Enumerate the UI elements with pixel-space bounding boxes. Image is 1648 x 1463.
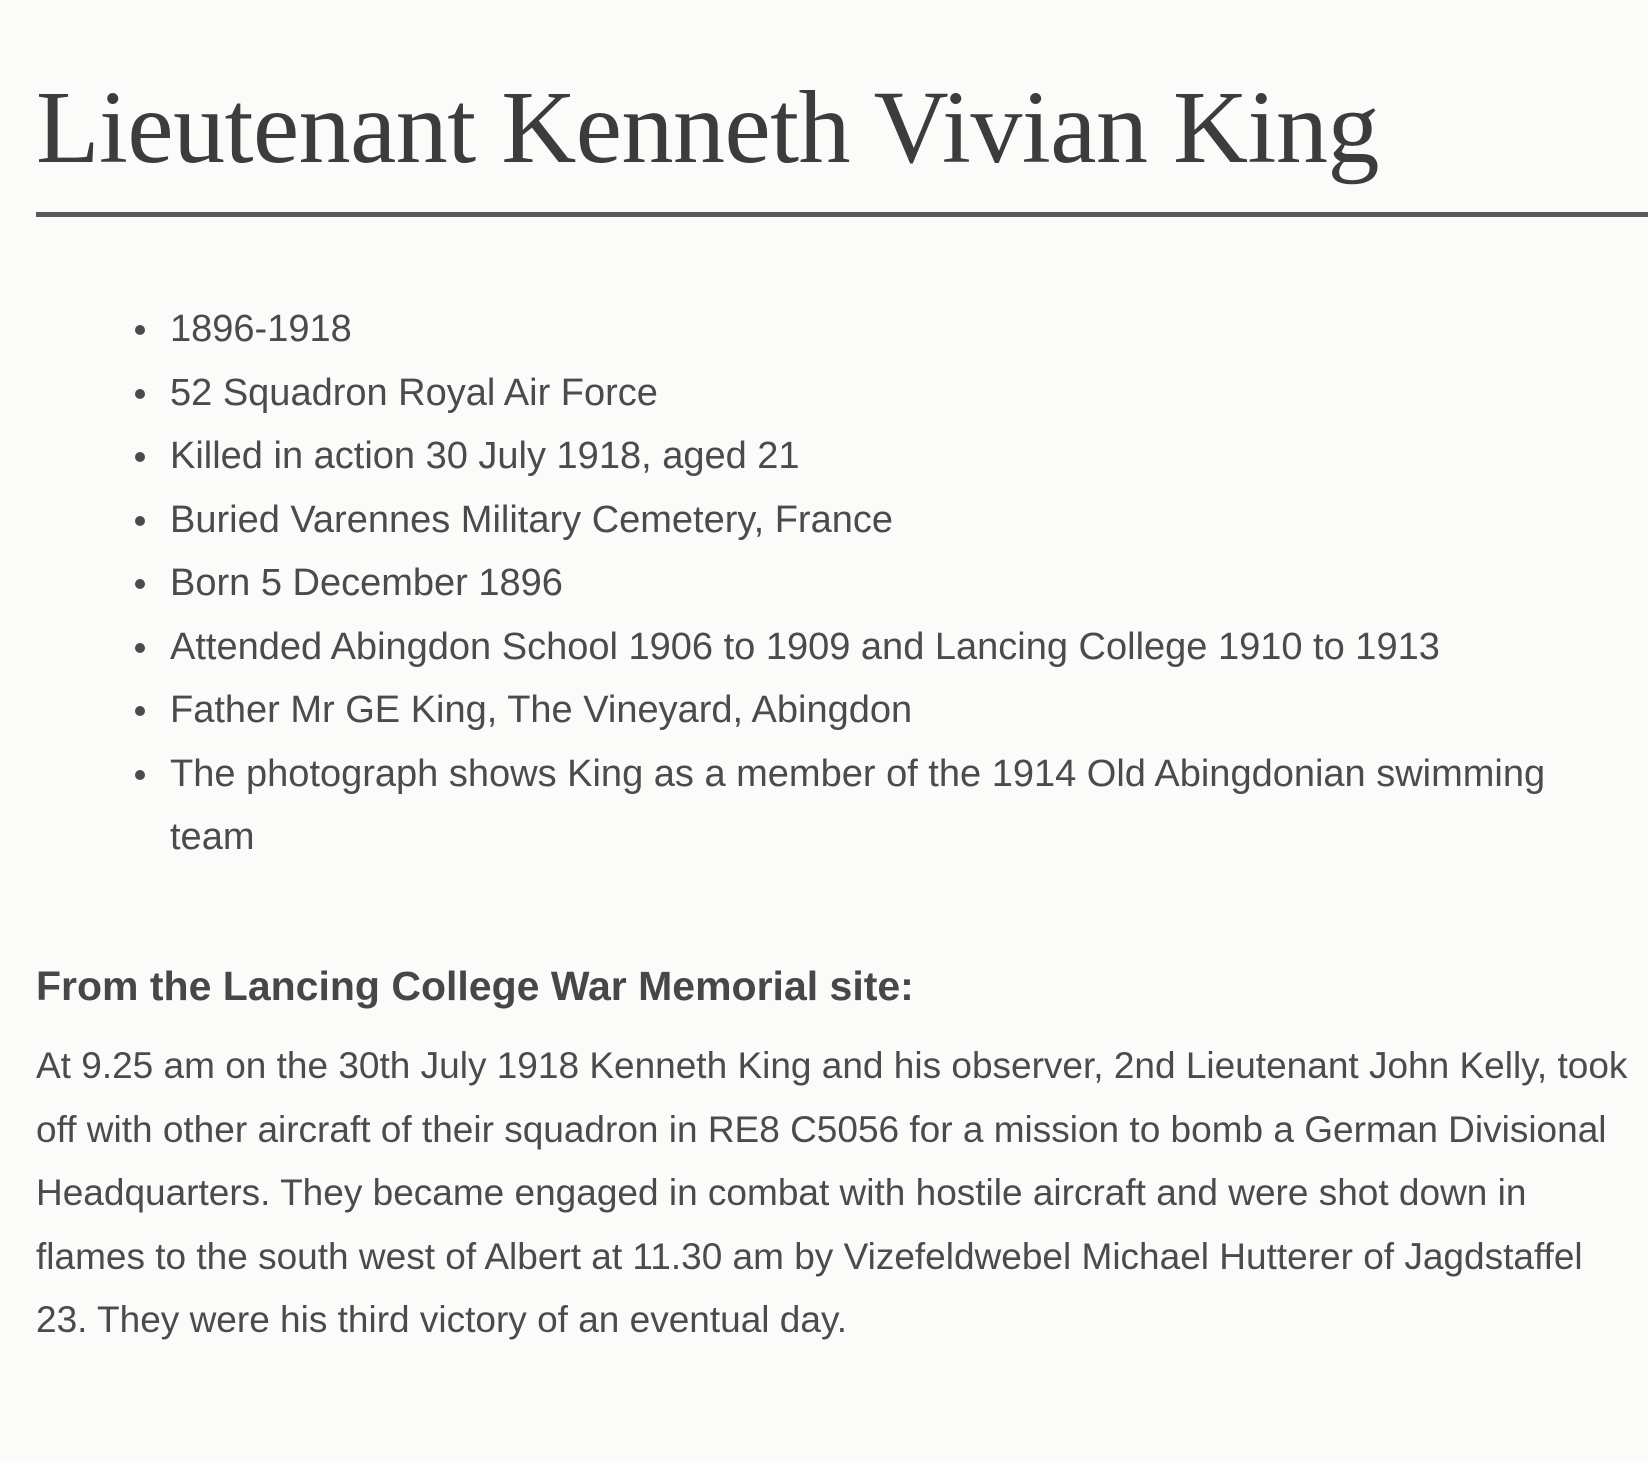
facts-list <box>170 298 1610 870</box>
list-item <box>170 425 1610 489</box>
narrative-paragraph: At 9.25 am on the 30th July 1918 Kenneth King and his observer, 2nd Lieutenant John Kelly, took off with other aircraft of their squadron in RE8 C5056 for a mission to bomb a German Divisional Headquarters. They became engaged in combat with hostile aircraft and were shot down in flames to the south west of Albert at 11.30 am by Vizefeldwebel Michael Hutterer of Jagdstaffel 23. They were his third victory of an eventual day. <box>36 1045 1628 1340</box>
list-item <box>170 552 1610 616</box>
fact-text: Father Mr GE King, The Vineyard, Abingdon <box>170 689 913 731</box>
bullet-icon <box>135 325 145 335</box>
fact-text: Killed in action 30 July 1918, aged 21 <box>170 435 800 477</box>
list-item <box>170 616 1610 680</box>
bullet-icon <box>135 770 145 780</box>
fact-text: 52 Squadron Royal Air Force <box>170 371 658 414</box>
list-item <box>170 298 1610 362</box>
page-title: Lieutenant Kenneth Vivian King <box>36 70 1379 185</box>
title-divider <box>36 212 1648 217</box>
bullet-icon <box>135 389 145 399</box>
source-heading: From the Lancing College War Memorial site: <box>36 963 914 1009</box>
fact-text: 1896-1918 <box>170 308 352 350</box>
bullet-icon <box>135 516 145 526</box>
bullet-icon <box>135 579 145 589</box>
fact-text: Born 5 December 1896 <box>170 562 563 604</box>
fact-text: Attended Abingdon School 1906 to 1909 and Lancing College 1910 to 1913 <box>170 625 1440 668</box>
list-item <box>170 679 1610 743</box>
list-item <box>170 743 1610 870</box>
bullet-icon <box>135 643 145 653</box>
list-item <box>170 489 1610 553</box>
bullet-icon <box>135 452 145 462</box>
bullet-icon <box>135 706 145 716</box>
list-item <box>170 362 1610 426</box>
fact-text: Buried Varennes Military Cemetery, France <box>170 498 893 541</box>
fact-text: The photograph shows King as a member of the 1914 Old Abingdonian swimming team <box>170 752 1546 858</box>
